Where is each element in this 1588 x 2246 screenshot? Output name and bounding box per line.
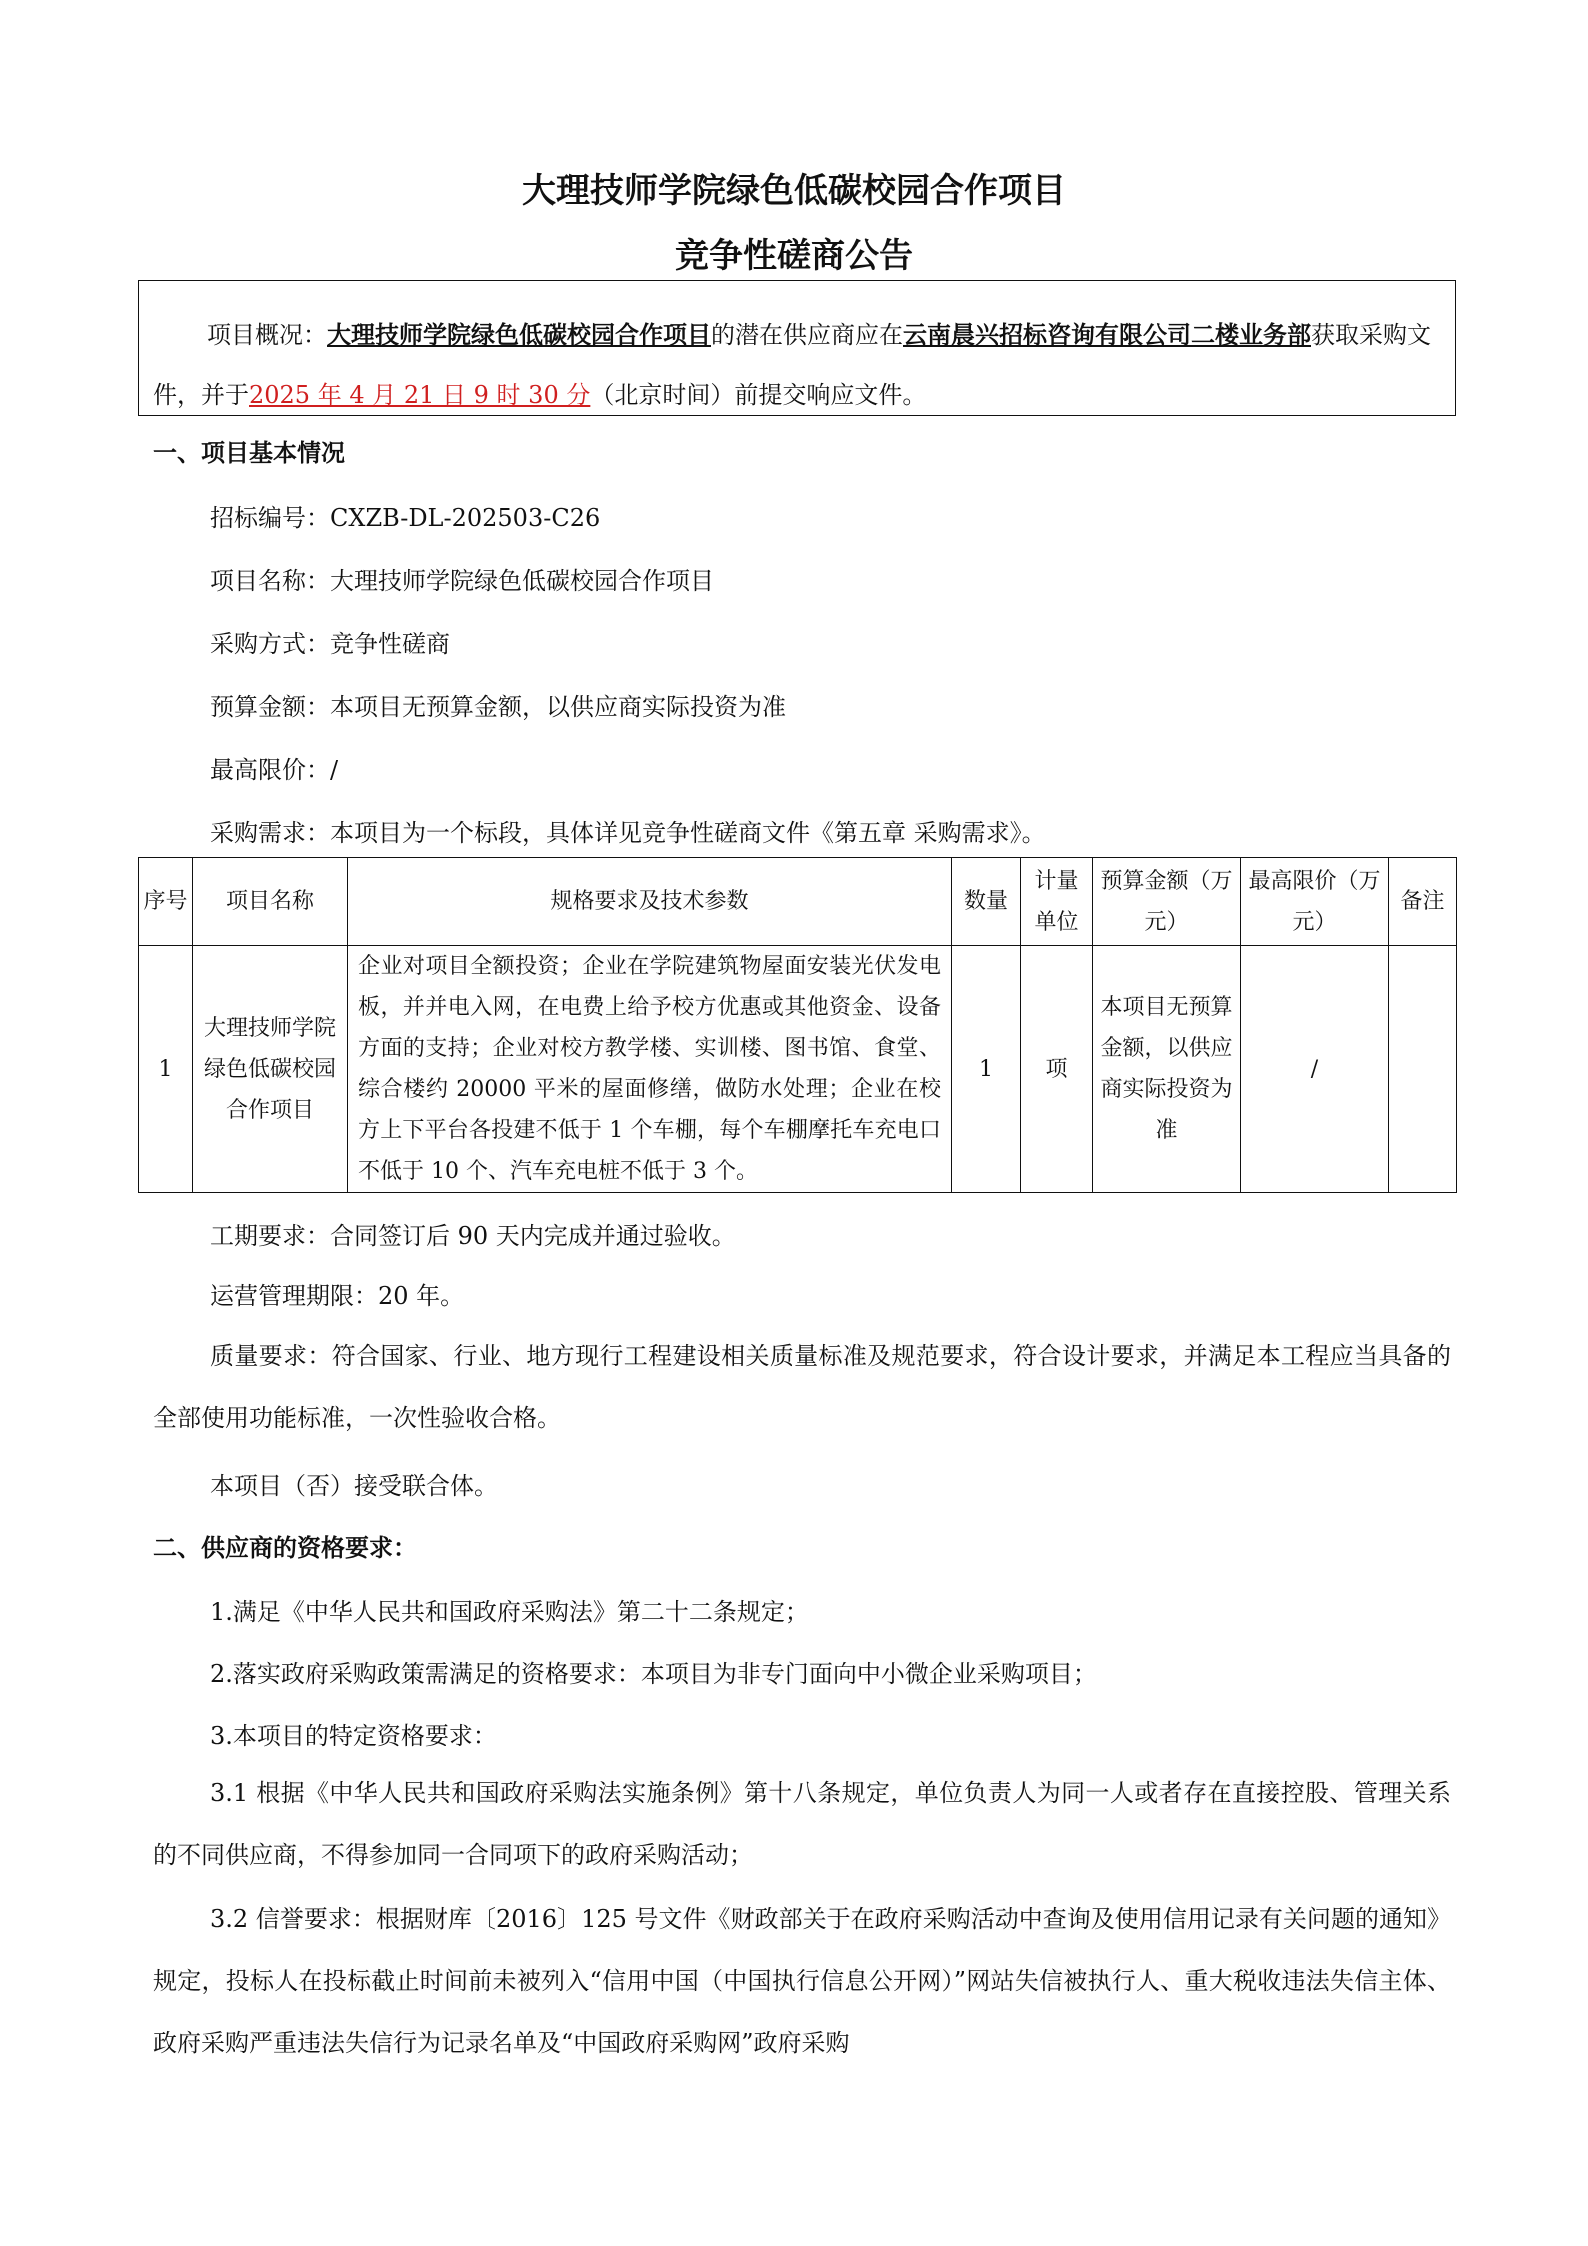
header-budget: 预算金额（万元） [1093,858,1241,946]
cell-max-price: / [1241,946,1389,1193]
operation-period: 运营管理期限：20 年。 [210,1282,465,1310]
header-project-name: 项目名称 [193,858,348,946]
quality-requirement: 质量要求：符合国家、行业、地方现行工程建设相关质量标准及规范要求，符合设计要求，并满足本工程应当具备的全部使用功能标准，一次性验收合格。 [153,1342,1451,1432]
header-index: 序号 [139,858,193,946]
qualification-item-3-1-block [153,1762,1451,1886]
document-subtitle: 竞争性磋商公告 [675,236,913,276]
bid-number: 招标编号：CXZB-DL-202503-C26 [210,504,601,532]
schedule-requirement: 工期要求：合同签订后 90 天内完成并通过验收。 [210,1222,736,1250]
cell-budget: 本项目无预算金额，以供应商实际投资为准 [1093,946,1241,1193]
header-unit: 计量单位 [1021,858,1093,946]
overview-location: 云南晨兴招标咨询有限公司二楼业务部 [903,320,1311,349]
overview-text-3: （北京时间）前提交响应文件。 [590,381,927,409]
section1-heading: 一、项目基本情况 [153,439,345,467]
header-quantity: 数量 [952,858,1021,946]
table-row [139,946,1457,1193]
table-header-row [139,858,1457,946]
cell-quantity: 1 [952,946,1021,1193]
project-overview-box [138,280,1456,416]
document-title: 大理技师学院绿色低碳校园合作项目 [522,171,1066,211]
qualification-item-3-2-block [153,1888,1451,2074]
qualification-item-3-2: 3.2 信誉要求：根据财库〔2016〕125 号文件《财政部关于在政府采购活动中查询及使用信用记录有关问题的通知》规定，投标人在投标截止时间前未被列入“信用中国（中国执行信息公开网）”网站失信被执行人、重大税收违法失信主体、政府采购严重违法失信行为记录名单及“中国政府采购网”政府采购 [153,1905,1451,2057]
qualification-item-3: 3.本项目的特定资格要求： [210,1722,497,1750]
overview-project-name: 大理技师学院绿色低碳校园合作项目 [327,320,711,349]
budget-amount: 预算金额：本项目无预算金额，以供应商实际投资为准 [210,693,786,721]
overview-deadline: 2025 年 4 月 21 日 9 时 30 分 [249,381,591,409]
quality-requirement-block [153,1325,1451,1449]
max-price: 最高限价：/ [210,756,339,784]
header-spec: 规格要求及技术参数 [348,858,952,946]
qualification-item-2: 2.落实政府采购政策需满足的资格要求：本项目为非专门面向中小微企业采购项目； [210,1660,1097,1688]
overview-paragraph [153,305,1441,425]
project-name: 项目名称：大理技师学院绿色低碳校园合作项目 [210,567,714,595]
cell-unit: 项 [1021,946,1093,1193]
procurement-method: 采购方式：竞争性磋商 [210,630,450,658]
cell-spec: 企业对项目全额投资；企业在学院建筑物屋面安装光伏发电板，并并电入网，在电费上给予校方优惠或其他资金、设备方面的支持；企业对校方教学楼、实训楼、图书馆、食堂、综合楼约 20000 平米的屋面修缮，做防水处理；企业在校方上下平台各投建不低于 1 个车棚，每个车棚摩托车充电口不低于 10 个、汽车充电桩不低于 3 个。 [348,946,952,1193]
header-max-price: 最高限价（万元） [1241,858,1389,946]
cell-index: 1 [139,946,193,1193]
header-remark: 备注 [1389,858,1457,946]
qualification-item-1: 1.满足《中华人民共和国政府采购法》第二十二条规定； [210,1598,809,1626]
overview-text-2: 获取采购文件，并于 [153,321,1431,409]
overview-text-1: 的潜在供应商应在 [711,321,903,349]
qualification-item-3-1: 3.1 根据《中华人民共和国政府采购法实施条例》第十八条规定，单位负责人为同一人或者存在直接控股、管理关系的不同供应商，不得参加同一合同项下的政府采购活动； [153,1779,1451,1869]
section2-heading: 二、供应商的资格要求： [153,1534,417,1562]
cell-project-name: 大理技师学院绿色低碳校园合作项目 [193,946,348,1193]
procurement-requirement: 采购需求：本项目为一个标段，具体详见竞争性磋商文件《第五章 采购需求》。 [210,819,1046,847]
requirements-table [138,857,1457,1193]
consortium-statement: 本项目（否）接受联合体。 [210,1472,498,1500]
cell-remark [1389,946,1457,1193]
overview-label: 项目概况： [207,321,327,349]
